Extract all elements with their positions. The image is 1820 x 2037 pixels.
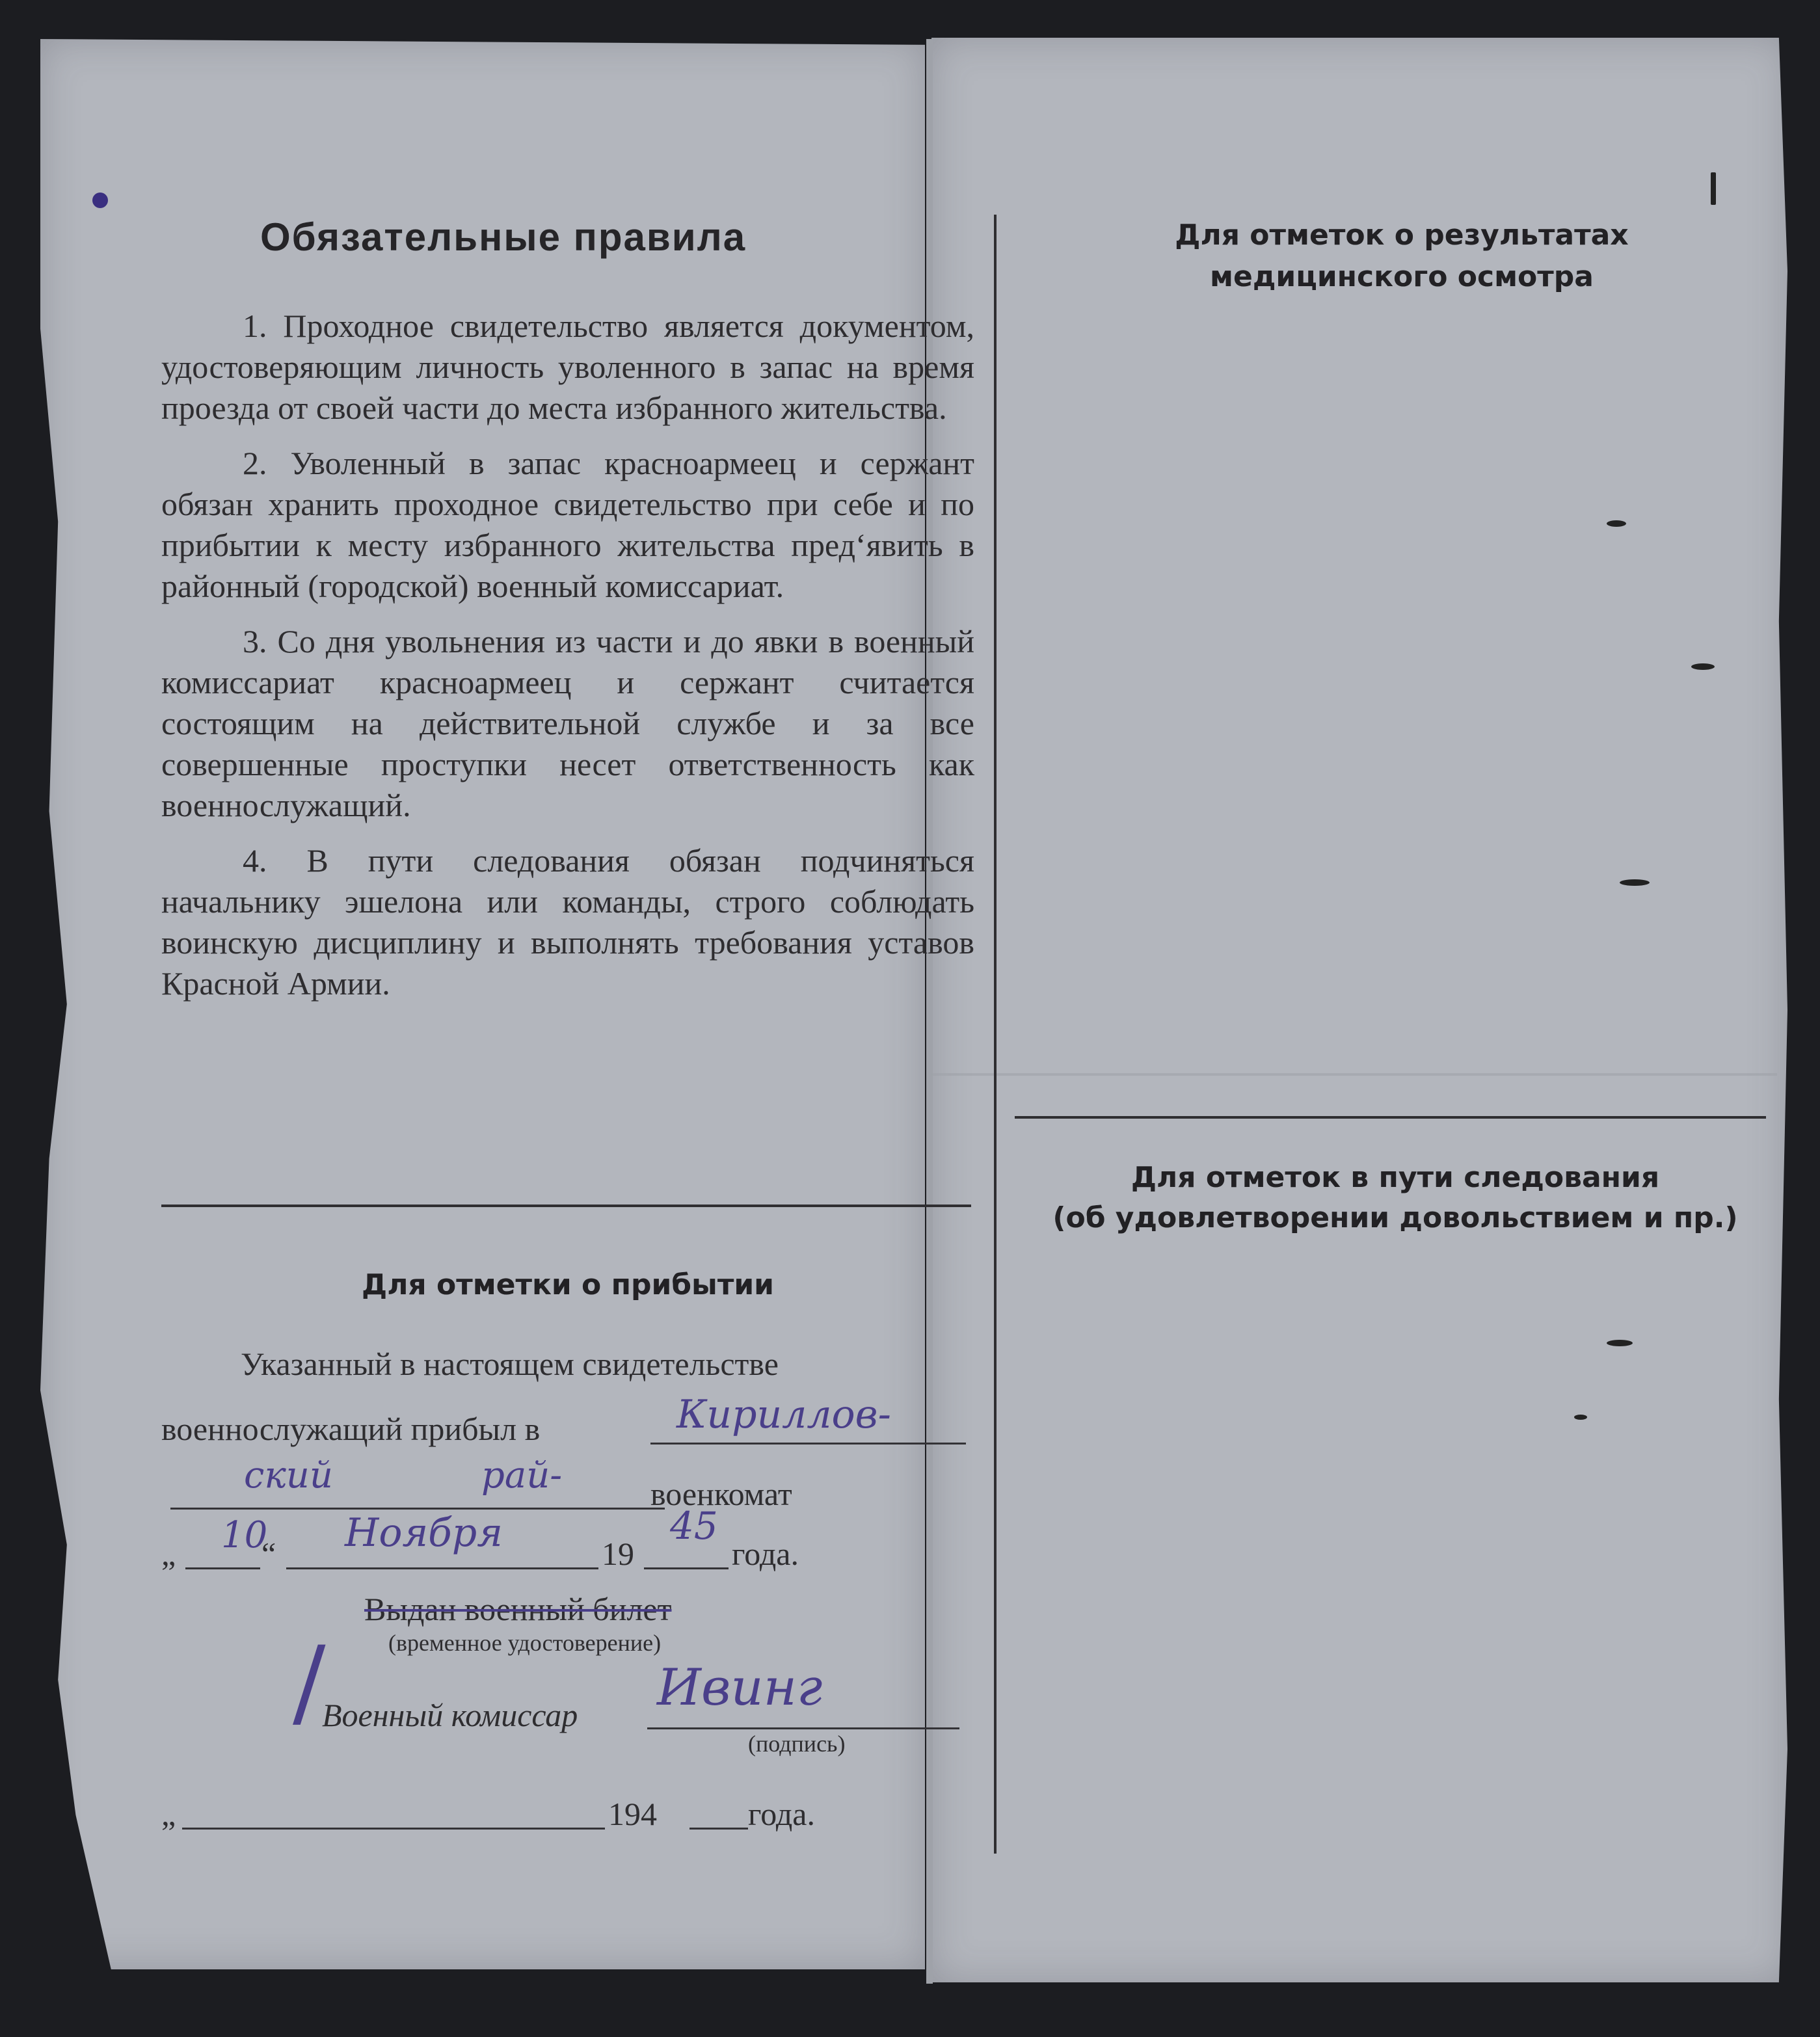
handwritten-stroke: / [293, 1626, 326, 1739]
handwritten-year: 45 [670, 1504, 718, 1548]
date-open-quote: „ [161, 1536, 176, 1572]
handwritten-month: Ноября [345, 1510, 503, 1556]
paper-mark [1620, 879, 1650, 886]
date-day-blank [185, 1567, 260, 1569]
rule-1: 1. Проходное свидетельство является документом, удостоверяющим личность уволенного в запас на время проезда от своей части до места избранного жительства. [161, 308, 974, 426]
rule-4: 4. В пути следования обязан подчиняться начальнику эшелона или команды, строго соблюдать воинскую дисциплину и выполнять требования уставов Красной Армии. [161, 842, 974, 1002]
arrival-place-blank [650, 1443, 966, 1445]
right-page [931, 38, 1787, 1982]
issued-military-id: Выдан военный билет [364, 1591, 672, 1627]
date-suffix: года. [732, 1536, 799, 1572]
arrival-line-1: Указанный в настоящем свидетельстве [241, 1346, 779, 1382]
medical-exam-heading-line-2: медицинского осмотра [1210, 260, 1594, 293]
handwritten-place-2: ский [244, 1454, 333, 1497]
date2-year-blank [689, 1828, 748, 1830]
route-notes-heading-line-1: Для отметок в пути следования [1131, 1161, 1660, 1194]
date-month-blank [286, 1567, 598, 1569]
handwritten-place-3: рай- [481, 1454, 563, 1497]
arrival-district-blank [170, 1508, 665, 1510]
medical-exam-heading [1011, 215, 1792, 298]
section-divider [161, 1205, 971, 1207]
ink-dot [92, 193, 108, 208]
right-section-divider [1015, 1116, 1766, 1119]
paper-mark [1607, 520, 1626, 527]
paper-mark [1711, 172, 1716, 205]
commissar-signature: Ивинг [657, 1658, 823, 1717]
rule-2: 2. Уволенный в запас красноармеец и сержант обязан хранить проходное свидетельство при себе и по прибытии к месту избранного жительства пред‘явить в районный (городской) военный комиссариат. [161, 445, 974, 604]
handwritten-place-1: Кириллов- [676, 1392, 891, 1437]
signature-note: (подпись) [748, 1731, 846, 1757]
date2-year-prefix: 194 [608, 1796, 657, 1832]
paper-mark [1574, 1415, 1587, 1420]
issued-note: (временное удостоверение) [388, 1630, 662, 1656]
arrival-line-3: военкомат [650, 1476, 792, 1512]
paper-mark [1607, 1340, 1633, 1346]
rules-title: Обязательные правила [260, 215, 747, 259]
date2-suffix: года. [748, 1796, 815, 1832]
signature-blank [647, 1727, 959, 1729]
horizontal-crease [931, 1073, 1777, 1076]
arrival-heading: Для отметки о прибытии [362, 1268, 774, 1301]
date-year-prefix: 19 [602, 1536, 634, 1572]
route-notes-heading [1005, 1158, 1786, 1238]
route-notes-heading-line-2: (об удовлетворении довольствием и пр.) [1052, 1201, 1738, 1234]
handwritten-day: 10 [221, 1514, 268, 1556]
medical-exam-heading-line-1: Для отметок о результатах [1175, 219, 1629, 252]
commissar-label: Военный комиссар [322, 1697, 578, 1733]
paper-mark [1691, 663, 1715, 670]
column-divider [994, 215, 997, 1854]
date2-blank [182, 1828, 605, 1830]
date-close-quote: “ [261, 1536, 276, 1572]
rule-3: 3. Со дня увольнения из части и до явки в военный комиссариат красноармеец и сержант считается состоящим на действительной службе и за все совершенные проступки несет ответственность как военнослужащий. [161, 623, 974, 823]
arrival-line-2: военнослужащий прибыл в [161, 1411, 541, 1447]
date2-open-quote: „ [161, 1796, 176, 1832]
date-year-blank [644, 1567, 729, 1569]
rules-list [161, 306, 974, 1019]
